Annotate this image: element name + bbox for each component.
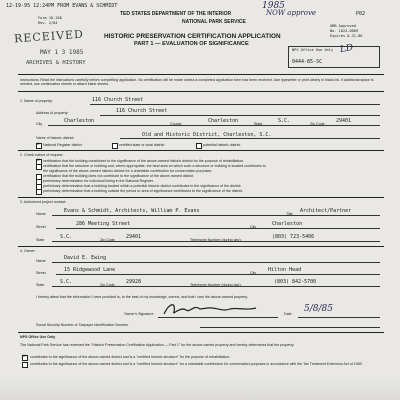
owner-phone: (803) 842-5700 bbox=[274, 279, 317, 285]
nps-use-only-label: NPS Office Use Only bbox=[20, 335, 56, 339]
agency-name: NATIONAL PARK SERVICE bbox=[182, 19, 246, 25]
underline bbox=[52, 241, 380, 242]
form-revision: Rev. 2/84 bbox=[38, 21, 58, 25]
property-address: 116 Church Street bbox=[116, 108, 168, 114]
contact-name-label: Name bbox=[36, 212, 46, 216]
received-stamp-word: RECEIVED bbox=[13, 27, 85, 46]
property-city: Charleston bbox=[64, 118, 95, 124]
owner-name: David E. Ewing bbox=[64, 255, 107, 261]
handwritten-approval-note: NOW approve bbox=[266, 9, 317, 17]
signature-line bbox=[158, 317, 278, 318]
underline bbox=[298, 317, 380, 318]
request-item: certification that the structure or building and, where appropriate, the land area on which such a structure or building is located contributes to bbox=[43, 164, 266, 168]
contact-state: S.C. bbox=[60, 234, 73, 240]
request-item: preliminary determination for individual listing in the National Register. bbox=[43, 179, 154, 183]
nps-office-use-box bbox=[288, 46, 380, 68]
section1-label: 1. Name of property: bbox=[20, 99, 53, 103]
received-stamp-dept: ARCHIVES & HISTORY bbox=[26, 60, 86, 66]
state-local-district-label: certified state or local district bbox=[119, 143, 165, 147]
date-label: Date bbox=[284, 312, 292, 316]
underline bbox=[120, 138, 380, 139]
state-local-district-checkbox[interactable] bbox=[112, 143, 118, 149]
divider bbox=[18, 150, 384, 151]
contact-name: Evans & Schmidt, Architects, William P. Evans bbox=[64, 208, 200, 214]
contact-zip-label: Zip Code bbox=[100, 238, 115, 242]
zip-label: Zip Code bbox=[310, 122, 325, 126]
owner-signature-icon bbox=[160, 300, 260, 318]
historic-district-name: Old and Historic District, Charleston, S.C. bbox=[142, 132, 272, 138]
property-zip: 29401 bbox=[336, 118, 352, 124]
underline bbox=[90, 104, 380, 105]
request-charitable-checkbox[interactable] bbox=[36, 164, 42, 170]
property-state: S.C. bbox=[278, 118, 291, 124]
contact-zip: 29401 bbox=[126, 234, 142, 240]
nps-project-number: 0444-85-SC bbox=[292, 59, 323, 65]
owner-zip: 29928 bbox=[126, 279, 142, 285]
received-stamp-date: MAY 1 3 1985 bbox=[40, 49, 84, 56]
contact-phone-label: Telephone Number (during day): bbox=[190, 238, 242, 242]
underline bbox=[200, 327, 380, 328]
potential-district-label: potential historic district bbox=[203, 143, 241, 147]
city-label: City bbox=[36, 122, 43, 126]
contact-street-label: Street bbox=[36, 225, 46, 229]
fax-header-line: 12-19-95 12:24PM FROM EVANS & SCHMIDT bbox=[6, 3, 118, 9]
side-initials: LD bbox=[339, 42, 354, 56]
form-number: Form 10-168 bbox=[38, 16, 62, 20]
nps-review-intro: The National Park Service has reviewed the "Historic Preservation Certification Application — Part 1" for the above-named property and hereby determines that the property: bbox=[20, 343, 295, 347]
owner-city: Hilton Head bbox=[268, 267, 302, 273]
divider bbox=[18, 91, 384, 92]
property-county: Charleston bbox=[208, 118, 239, 124]
signature-date: 5/8/85 bbox=[304, 304, 333, 314]
state-label: State bbox=[254, 122, 263, 126]
contact-city-label: City bbox=[250, 225, 257, 229]
contact-city: Charleston bbox=[272, 221, 303, 227]
owner-attestation: I hereby attest that the information I have provided is, to the best of my knowledge, correct, and that I own the above-named property. bbox=[36, 295, 248, 299]
owner-state-label: State bbox=[36, 283, 45, 287]
national-register-label: National Register district bbox=[43, 143, 82, 147]
owner-phone-label: Telephone Number (during day): bbox=[190, 283, 242, 287]
nps-determination-item: contributes to the significance of the above-named district and is a "certified historic structure" for the purpose of rehabilitation. bbox=[30, 355, 231, 359]
form-title: HISTORIC PRESERVATION CERTIFICATION APPLICATION bbox=[104, 33, 281, 40]
contact-title-label: Title bbox=[286, 212, 293, 216]
address-label: Address of property: bbox=[36, 111, 69, 115]
divider bbox=[18, 74, 384, 75]
department-heading: TED STATES DEPARTMENT OF THE INTERIOR bbox=[120, 11, 232, 17]
section3-label: 3. Authorized project contact: bbox=[20, 200, 67, 204]
request-item: certification that the building does not contribute to the significance of the above-named district. bbox=[43, 174, 195, 178]
omb-expiry: Expires 8-31-86 bbox=[330, 34, 363, 38]
owner-signature-label: Owner's Signature bbox=[124, 312, 154, 316]
county-label: County bbox=[170, 122, 182, 126]
underline bbox=[52, 215, 380, 216]
owner-street-label: Street bbox=[36, 271, 46, 275]
underline bbox=[56, 274, 380, 275]
owner-name-label: Name bbox=[36, 259, 46, 263]
potential-district-checkbox[interactable] bbox=[196, 143, 202, 149]
form-subtitle: PART 1 — EVALUATION OF SIGNIFICANCE bbox=[134, 41, 249, 47]
owner-city-label: City bbox=[250, 271, 257, 275]
owner-state: S.C. bbox=[60, 279, 73, 285]
divider bbox=[18, 332, 384, 333]
underline bbox=[48, 125, 380, 126]
contact-title: Architect/Partner bbox=[300, 208, 352, 214]
underline bbox=[52, 262, 380, 263]
page-bottom-fade bbox=[0, 376, 400, 400]
instructions-text: Instructions: Read the instructions carefully before completing application. No certification will be made unless a completed application form has been received. Use typewriter or print clearly in black ink. If additional space is needed, use continuation sheets or attach blank sheets. bbox=[20, 78, 374, 87]
section4-label: 4. Owner: bbox=[20, 249, 36, 253]
omb-number: No. 1024-0009 bbox=[330, 29, 359, 33]
underline bbox=[100, 115, 380, 116]
nps-determination-rehabilitation-checkbox[interactable] bbox=[22, 355, 28, 361]
district-label: Name of historic district: bbox=[36, 136, 75, 140]
request-item: preliminary determination that a building outside the period or area of significance contributes to the significance of the district. bbox=[43, 189, 244, 193]
handwritten-year: 1985 bbox=[262, 1, 285, 11]
owner-zip-label: Zip Code bbox=[100, 283, 115, 287]
section2-label: 2. Check nature of request: bbox=[20, 153, 64, 157]
nps-office-use-label: NPS Office Use Only bbox=[292, 48, 334, 52]
contact-street: 286 Meeting Street bbox=[76, 221, 131, 227]
ssn-label: Social Security Number or Taxpayer Identification Number bbox=[36, 323, 129, 327]
underline bbox=[56, 228, 380, 229]
fax-page-number: P02 bbox=[356, 11, 366, 17]
owner-street: 15 Ridgewood Lane bbox=[64, 267, 116, 273]
request-item-continued: the significance of the above-named historic district for a charitable contribution for conservation purposes. bbox=[43, 169, 213, 173]
request-item: certification that the building contributes to the significance of the above-named historic district for the purpose of rehabilitation. bbox=[43, 159, 245, 163]
divider bbox=[18, 197, 384, 198]
request-item: preliminary determination that a building located within a potential historic district contributes to the significance of the district. bbox=[43, 184, 242, 188]
request-outside-period-checkbox[interactable] bbox=[36, 189, 42, 195]
contact-state-label: State bbox=[36, 238, 45, 242]
omb-approved: OMB Approved bbox=[330, 24, 356, 28]
nps-determination-charitable-checkbox[interactable] bbox=[22, 362, 28, 368]
national-register-checkbox[interactable] bbox=[36, 143, 42, 149]
contact-phone: (803) 723-5406 bbox=[272, 234, 315, 240]
property-name: 116 Church Street bbox=[92, 97, 144, 103]
divider bbox=[18, 246, 384, 247]
underline bbox=[52, 286, 380, 287]
nps-determination-item: contributes to the significance of the above-named district and is a "certified historic structure" for a charitable contribution for conservation purposes in accordance with the Tax Treatment Extension Act of 1980. bbox=[30, 362, 363, 366]
